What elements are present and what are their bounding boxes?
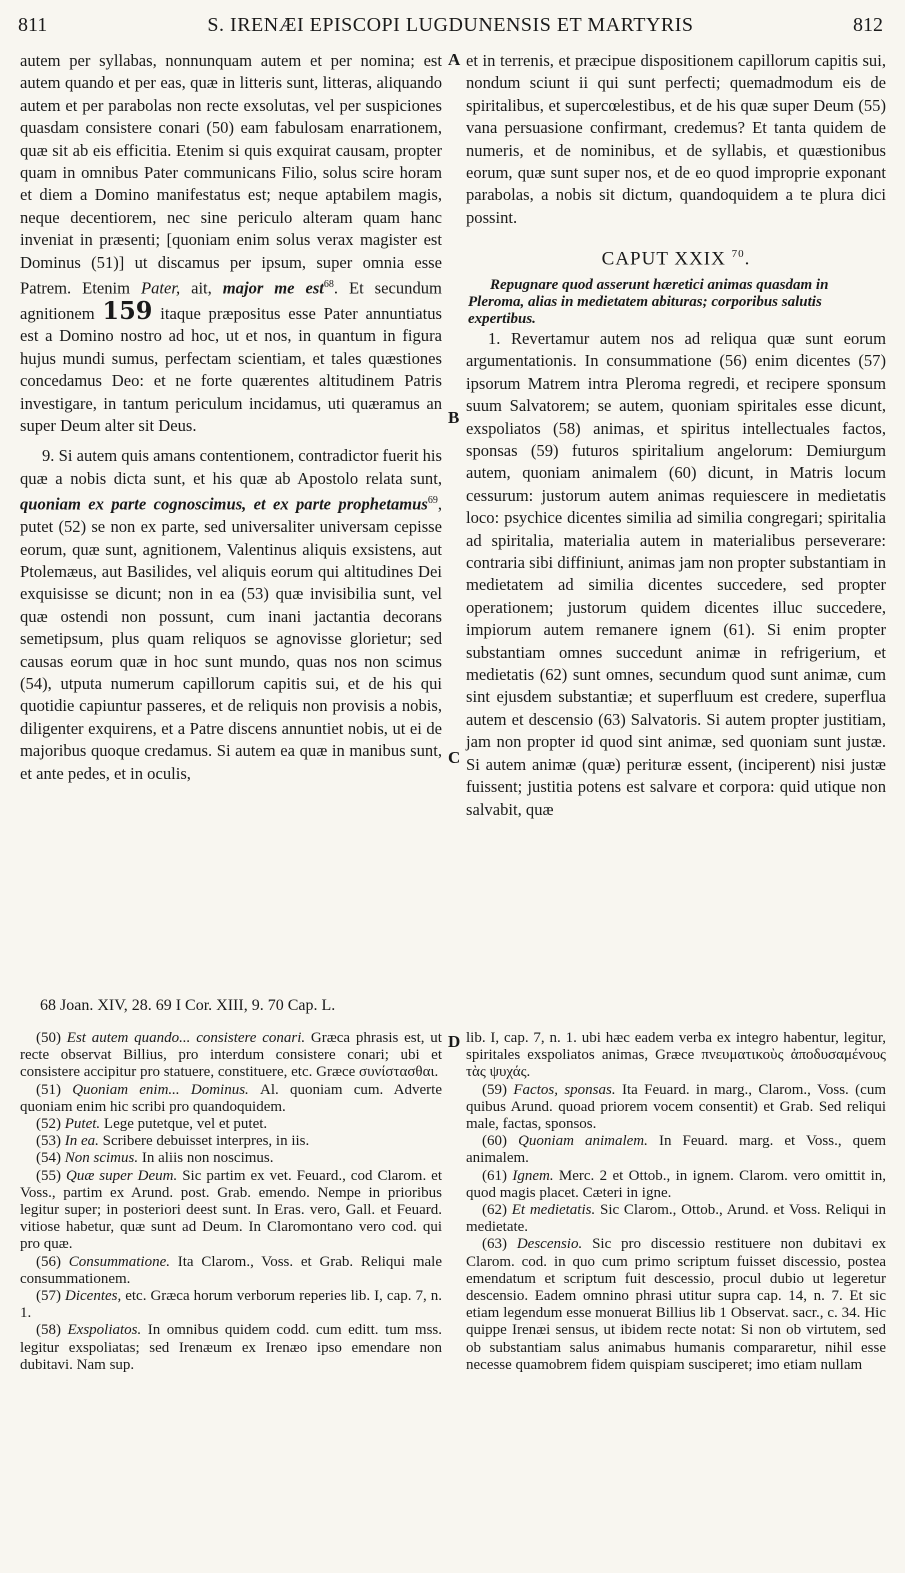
caput-subtitle: Repugnare quod asserunt hæretici animas quasdam in Pleroma, alias in medietatem abituras; corporibus salutis expertibus. [468, 276, 829, 327]
right-note: (59) Factos, sponsas. Ita Feuard. in marg., Clarom., Voss. (cum quibus Arund. quoad priorem vocem consentit) et Grab. Sed reliqui male, factas, sponsos. [466, 1081, 887, 1133]
notes-right [466, 1030, 886, 1374]
right-note: (62) Et medietatis. Sic Clarom., Ottob., Arund. et Voss. Reliqui in medietate. [466, 1202, 886, 1236]
left-note: (55) Quæ super Deum. Sic partim ex vet. Feuard., cod Clarom. et Voss., partim ex Arund. post. Grab. emendo. Nempe in prioribus legitur super; in posteriori deest sunt. In Eras. vero, Gall. et Feuard. vitiose habetur, quæ sunt ad Deum. In Claromontano vero cod. qui pro quæ. [20, 1167, 443, 1253]
left-column [20, 50, 442, 785]
page-header [18, 14, 883, 42]
margin-letter-a: A [448, 50, 461, 69]
running-title: S. IRENÆI EPISCOPI LUGDUNENSIS ET MARTYRIS [207, 14, 694, 36]
right-paragraph-1: et in terrenis, et præcipue dispositionem capillorum capitis sui, nondum sciunt ii qui sunt perfecti; quemadmodum eis de spiritalibus, et supercœlestibus, et de his quæ super Deum (55) vana persuasione confirmant, credemus? Et tanta quidem de numeris, et de nominibus, et de syllabis, et quæstionibus eorum, quæ sunt super nos, et de eo quod improprie exponant parabolas, a nobis sit dictum, quandoquidem a te plura dici possint. [466, 51, 886, 227]
right-paragraph-2: 1. Revertamur autem nos ad reliqua quæ sunt eorum argumentationis. In consummatione (56) enim dicentes (57) ipsorum Matrem intra Pleroma regredi, et recipere sponsum suum Salvatorem; se autem, quoniam spiritales esse dicunt, exspoliatos (58) animas, et spiritus intellectuales factos, sponsas (59) futuros spiritalium angelorum: Demiurgum autem, quoniam animalem (60) dicunt, in Matris locum cessurum: justorum autem animas requiescere in medietatis loco: psychice dicentes similia ad similia congregari; spiritalia ad spiritalia, materialia autem in materialibus perseverare: contraria sibi diffiniunt, animas jam non propter substantiam in medietatem ad similia dicentes succedere, sed propter operationem; justorum quidem dicentes illuc succedere, impiorum autem remanere ignem (61). Si enim propter substantiam omnes succedunt animæ in refrigerium, et medietatis (62) sunt omnes, secundum quod sunt animæ, cum sint ejusdem substantiæ; et superfluum est credere, superflua autem et descensio (63) Salvatoris. Si autem propter justitiam, jam non propter id quod sint animæ, sed quoniam sunt justæ. Si autem animæ (quæ) perituræ essent, (inciperent) nisi justæ fuissent; justitia potens est salvare et corpora: quid utique non salvabit, quæ [466, 328, 886, 819]
margin-letter-b: B [448, 408, 460, 427]
margin-letter-c: C [448, 748, 461, 767]
caput-heading: CAPUT XXIX $^{70}$. [601, 248, 751, 270]
notes-left [20, 1030, 442, 1374]
left-note: (57) Dicentes, etc. Græca horum verborum reperies lib. I, cap. 7, n. 1. [20, 1288, 442, 1322]
left-paragraph-2: 9. Si autem quis amans contentionem, contradictor fuerit his quæ a nobis dicta sunt, et his quæ ab Apostolo relata sunt, quoniam ex parte cognoscimus, et ex parte prophetamus$^{69}$, putet (52) se non ex parte, sed universaliter universam cepisse eorum, quæ sunt, agnitionem, Valentinus aliquis exsistens, aut Ptolemæus, aut Basilides, vel aliquis eorum qui altitudines Dei exquisisse se dicunt; non in ea (53) quæ invisibilia sunt, vel quæ ostendi non possunt, cum inani jactantia decorans semetipsum, plus quam reliquos se agnovisse glorietur; sed causas eorum quæ in hoc sunt mundo, quas nos non scimus (54), utputa numerum capillorum capitis sui, et de his qui quotidie capiuntur passeres, et de reliquis non provisis a nobis, diligenter exquirens, et a Patre discens annuntiet nobis, ut ei de majoribus quoque credamus. Si autem ea quæ in manibus sunt, et ante pedes, et in oculis, [20, 446, 443, 783]
left-note: (58) Exspoliatos. In omnibus quidem codd. cum editt. tum mss. legitur exspoliatas; sed Irenæum ex Irenæo ipso emendare non dubitavi. Nam sup. [20, 1322, 442, 1373]
page-number-left: 811 [18, 14, 48, 36]
page-number-right: 812 [853, 14, 883, 36]
left-note: (50) Est autem quando... consistere conari. Græca phrasis est, ut recte observat Billius, pro interdum consistere conari; ubi et consistere accipitur pro statuere, constituere, etc. Græce συνίστασθαι. [20, 1030, 442, 1081]
column-number: 159 [102, 296, 153, 325]
right-column [466, 50, 886, 821]
right-note: (61) Ignem. Merc. 2 et Ottob., in ignem. Clarom. vero omittit in, quod magis placet. Cæteri in igne. [466, 1167, 886, 1201]
left-note: (52) Putet. Lege putetque, vel et putet. [36, 1116, 268, 1133]
left-note: (54) Non scimus. In aliis non noscimus. [36, 1150, 274, 1167]
biblical-footnotes: 68 Joan. XIV, 28. 69 I Cor. XIII, 9. 70 Cap. L. [40, 997, 336, 1014]
right-note: (63) Descensio. Sic pro discessio restituere non dubitavi ex Clarom. cod. in quo cum primo scriptum fuisset discessio, postea emendatum et scriptum fuit descessio, procul dubio ut legeretur descensio. Eadem omnino phrasi utitur supra cap. 14, n. 7. Et sic etiam legendum esse monuerat Billius lib 1 Observat. sacr., c. 34. Hic quippe Irenæi sensus, ut ibidem recte notat: Si non ob virtutem, sed ob substantiam salus animabus humanis compararetur, nihil esse necesse quamobrem fidem quispiam susciperet; imo etiam nullam [466, 1236, 886, 1373]
left-note: (53) In ea. Scribere debuisset interpres, in iis. [36, 1133, 310, 1150]
right-note: (60) Quoniam animalem. In Feuard. marg. et Voss., quem animalem. [466, 1133, 886, 1167]
right-note: lib. I, cap. 7, n. 1. ubi hæc eadem verba ex integro habentur, legitur, spiritales exspoliatos animas, Græce πνευματικοὺς ἀποδυσαμένους τὰς ψυχάς. [466, 1030, 886, 1081]
left-note: (51) Quoniam enim... Dominus. Al. quoniam cum. Adverte quoniam enim hic scribi pro quandoquidem. [20, 1081, 442, 1115]
left-paragraph-1: autem per syllabas, nonnunquam autem et per nomina; est autem quando et per eas, quæ in litteris sunt, litteras, aliquando autem et per parabolas non recte exsolutas, vel per suspiciones quasdam consistere conari (50) eam fabulosam enarrationem, quæ sit ab eis efficitia. Etenim si quis exquirat causam, propter quam in omnibus Pater communicans Filio, solus scire horam et diem a Domino manifestatus est; neque aptabilem magis, neque decentiorem, nec sine periculo alteram quam hanc inveniat in præsenti; [quoniam enim solus verax magister est Dominus (51)] ut discamus per ipsum, super omnia esse Patrem. Etenim Pater, ait, major me est$^{68}$. Et secundum agnitionem 159 itaque præpositus esse Pater annuntiatus est a Domino nostro ad hoc, ut et nos, in quantum in figura hujus mundi sumus, perfectam scientiam, et tales quæstiones concedamus Deo: et ne forte quærentes altitudinem Patris investigare, in tantum periculum incidamus, uti quæramus an super Deum alter sit Deus. [20, 51, 442, 436]
left-note: (56) Consummatione. Ita Clarom., Voss. et Grab. Reliqui male consummationem. [20, 1253, 442, 1287]
margin-letter-d: D [448, 1032, 461, 1051]
